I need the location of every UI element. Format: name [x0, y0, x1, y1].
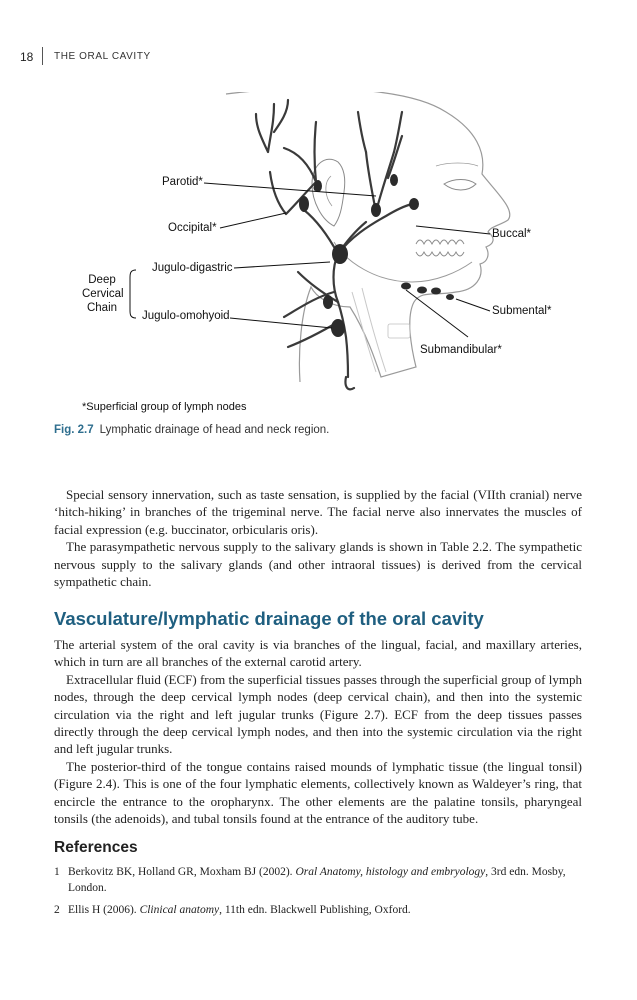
figure-number: Fig. 2.7 — [54, 424, 94, 436]
reference-title: Oral Anatomy, histology and embryology — [295, 866, 486, 878]
thyroid — [388, 324, 410, 338]
paragraph: Extracellular fluid (ECF) from the superficial tissues passes through the superficial group of lymph nodes, through the deep cervical lymph nodes (deep cervical chain), and then into the systemic circulation via the right and left jugular trunks (Figure 2.7). ECF from the deep tissues passes directly through the deep cervical lymph nodes, and then into the systemic circulation via the right and left jugular trunks. — [54, 671, 582, 757]
head-neck-illustration — [76, 92, 596, 392]
reference-number: 2 — [54, 904, 60, 916]
label-deep-cervical-chain — [82, 273, 122, 315]
figure-footnote: *Superficial group of lymph nodes — [82, 401, 247, 413]
reference-item: 2 Ellis H (2006). Clinical anatomy, 11th edn. Blackwell Publishing, Oxford. — [54, 904, 411, 916]
label-buccal: Buccal* — [492, 228, 531, 240]
label-parotid: Parotid* — [162, 176, 203, 188]
reference-list — [54, 864, 582, 924]
paragraph: The arterial system of the oral cavity is via branches of the lingual, facial, and maxillary arteries, which in turn are all branches of the external carotid artery. — [54, 637, 582, 670]
label-occipital: Occipital* — [168, 222, 217, 234]
deep-chain-line-2: Cervical — [82, 288, 124, 300]
body-text-b — [54, 636, 582, 827]
neck-muscle — [352, 288, 386, 372]
paragraph: The posterior-third of the tongue contains raised mounds of lymphatic tissue (the lingual tonsil) (Figure 2.4). This is one of the four lymphatic elements, collectively known as Waldeyer’s ring, that encircle the entrance to the oropharynx. The other elements are the palatine tonsils, pharyngeal tonsils (the adenoids), and tubal tonsils found at the entrance of the auditory tube. — [54, 758, 582, 827]
body-text-a — [54, 486, 582, 590]
reference-title: Clinical anatomy — [139, 904, 220, 916]
paragraph: The parasympathetic nervous supply to the salivary glands is shown in Table 2.2. The sympathetic nervous supply to the salivary glands (and other intraoral tissues) is derived from the cervical sympathetic chain. — [54, 539, 582, 590]
deep-chain-line-3: Chain — [86, 302, 118, 314]
header-divider — [42, 47, 43, 65]
teeth — [416, 240, 464, 256]
figure-caption-text: Lymphatic drainage of head and neck region. — [99, 424, 330, 436]
label-jugulo-omohyoid: Jugulo-omohyoid — [142, 310, 230, 322]
page-number: 18 — [20, 50, 34, 64]
reference-item: 1 Berkovitz BK, Holland GR, Moxham BJ (2002). Oral Anatomy, histology and embryology, 3rd edn. Mosby, London. — [54, 866, 566, 894]
label-submandibular: Submandibular* — [420, 344, 502, 356]
reference-number: 1 — [54, 866, 60, 878]
lymphatic-drainage-figure — [76, 92, 596, 392]
references-heading: References — [54, 839, 138, 856]
head-outline — [226, 92, 510, 382]
eye — [444, 180, 476, 191]
label-submental: Submental* — [492, 305, 552, 317]
section-heading: Vasculature/lymphatic drainage of the oral cavity — [54, 608, 484, 629]
lymph-nodes — [299, 174, 454, 337]
deep-chain-bracket — [130, 270, 136, 318]
label-leaders — [204, 183, 490, 337]
paragraph: Special sensory innervation, such as taste sensation, is supplied by the facial (VIIth cranial) nerve ‘hitch-hiking’ in branches of the trigeminal nerve. The facial nerve also innervates the muscles of facial expression (e.g. buccinator, orbicularis oris). — [54, 487, 582, 537]
mandible — [334, 242, 472, 282]
deep-chain-line-1: Deep — [88, 274, 116, 286]
label-jugulo-digastric: Jugulo-digastric — [152, 262, 233, 274]
running-head: THE ORAL CAVITY — [54, 51, 151, 62]
figure-caption — [54, 424, 329, 436]
lymph-vessels — [256, 100, 412, 389]
